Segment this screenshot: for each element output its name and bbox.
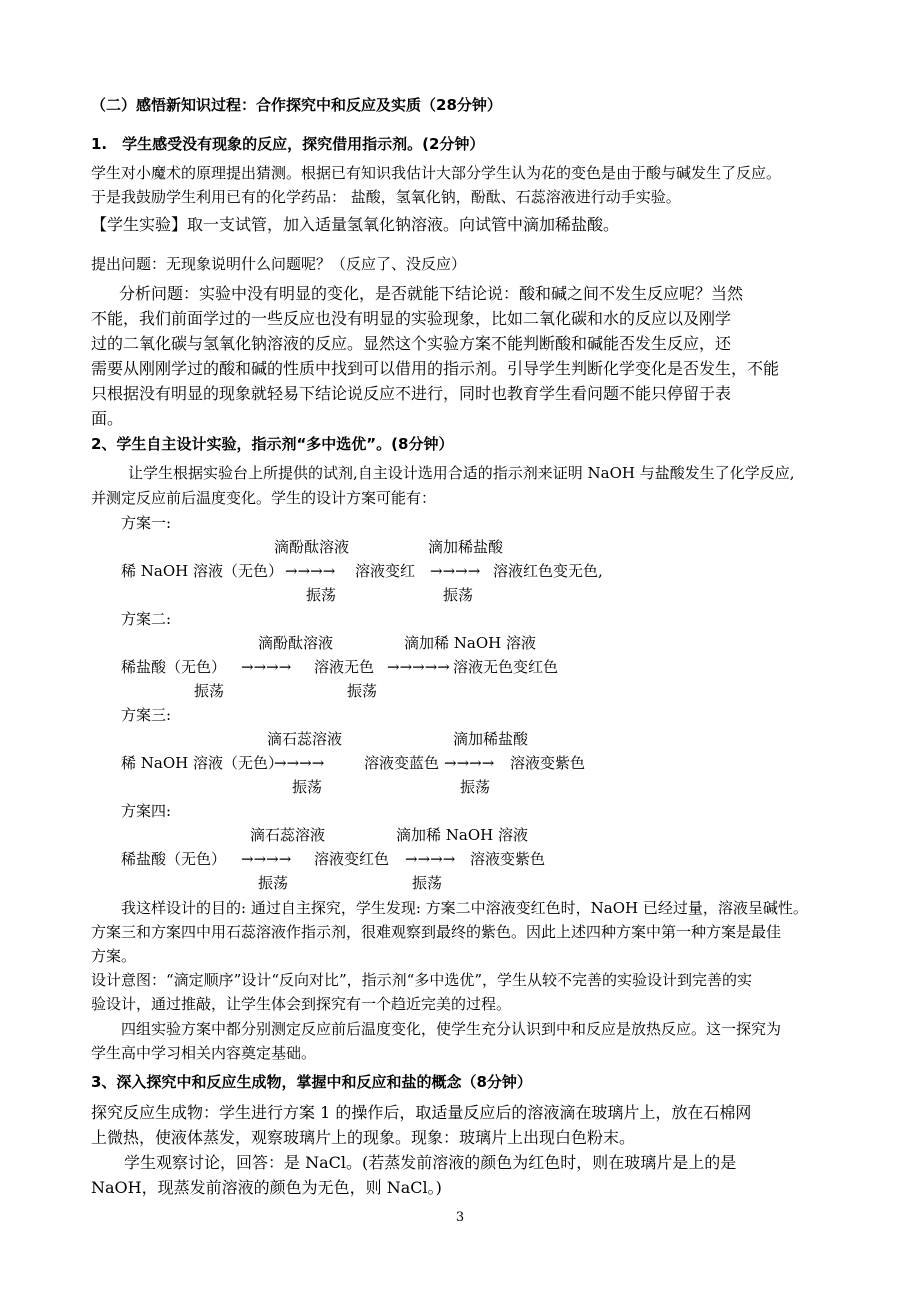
plan3-below1: 振荡 — [292, 778, 323, 796]
plan4-above1: 滴石蕊溶液 — [250, 826, 326, 844]
plan1-mid: 溶液变红 — [355, 562, 416, 580]
plan3-start: 稀 NaOH 溶液（无色） — [121, 754, 283, 772]
plan1-above1: 滴酚酞溶液 — [274, 538, 350, 556]
sec3-title: 3、深入探究中和反应生成物，掌握中和反应和盐的概念（8分钟） — [91, 1073, 532, 1091]
sec1-analysis-2: 不能，我们前面学过的一些反应也没有明显的实验现象，比如二氧化碳和水的反应以及刚学 — [91, 309, 732, 328]
plan4-start: 稀盐酸（无色） — [121, 850, 227, 868]
plan4-below1: 振荡 — [258, 874, 289, 892]
sec2-conclusion-1: 我这样设计的目的: 通过自主探究，学生发现: 方案二中溶液变红色时，NaOH 已经过量，溶液呈碱性。 — [121, 899, 808, 917]
sec1-analysis-1: 分析问题：实验中没有明显的变化，是否就能下结论说：酸和碱之间不发生反应呢？当然 — [119, 284, 744, 303]
section-heading: （二）感悟新知识过程：合作探究中和反应及实质（28分钟） — [91, 96, 502, 114]
plan3-name: 方案三: — [121, 706, 172, 724]
sec3-p2: 上微热，使液体蒸发，观察玻璃片上的现象。现象：玻璃片上出现白色粉末。 — [91, 1128, 636, 1147]
plan2-mid: 溶液无色 — [314, 658, 375, 676]
sec3-p4: NaOH，现蒸发前溶液的颜色为无色，则 NaCl。) — [91, 1178, 442, 1197]
plan2-below1: 振荡 — [194, 682, 225, 700]
sec1-analysis-5: 只根据没有明显的现象就轻易下结论说反应不进行，同时也教育学生看问题不能只停留于表 — [91, 384, 732, 403]
sec2-note-2: 学生高中学习相关内容奠定基础。 — [91, 1044, 317, 1062]
plan3-below2: 振荡 — [460, 778, 491, 796]
plan1-start: 稀 NaOH 溶液（无色） — [121, 562, 283, 580]
sec3-p1: 探究反应生成物：学生进行方案 1 的操作后，取适量反应后的溶液滴在玻璃片上，放在石棉网 — [91, 1103, 752, 1122]
sec2-conclusion-3: 方案。 — [91, 947, 137, 965]
plan3-arrow2: →→→→ — [444, 754, 495, 772]
page-number: 3 — [455, 1210, 465, 1225]
plan2-start: 稀盐酸（无色） — [121, 658, 227, 676]
sec3-p3: 学生观察讨论，回答：是 NaCl。(若蒸发前溶液的颜色为红色时，则在玻璃片是上的是 — [124, 1153, 737, 1172]
plan2-end: 溶液无色变红色 — [453, 658, 559, 676]
plan1-above2: 滴加稀盐酸 — [428, 538, 504, 556]
sec1-analysis-3: 过的二氧化碳与氢氧化钠溶液的反应。显然这个实验方案不能判断酸和碱能否发生反应，还 — [91, 334, 732, 353]
sec2-title: 2、学生自主设计实验，指示剂“多中选优”。(8分钟） — [91, 435, 454, 453]
plan3-mid: 溶液变蓝色 — [364, 754, 440, 772]
plan2-below2: 振荡 — [347, 682, 378, 700]
plan2-name: 方案二: — [121, 610, 172, 628]
plan1-below2: 振荡 — [443, 586, 474, 604]
sec1-analysis-6: 面。 — [91, 409, 124, 428]
plan1-arrow1: →→→→ — [285, 562, 336, 580]
plan1-end: 溶液红色变无色, — [493, 562, 603, 580]
plan3-above2: 滴加稀盐酸 — [453, 730, 529, 748]
sec1-analysis-4: 需要从刚刚学过的酸和碱的性质中找到可以借用的指示剂。引导学生判断化学变化是否发生，不能 — [91, 359, 780, 378]
plan2-arrow1: →→→→ — [241, 658, 292, 676]
plan3-arrow1: →→→→ — [274, 754, 325, 772]
plan4-name: 方案四: — [121, 802, 172, 820]
sec1-p2: 于是我鼓励学生利用已有的化学药品： 盐酸，氢氧化钠，酚酞、石蕊溶液进行动手实验。 — [91, 188, 681, 206]
plan2-above1: 滴酚酞溶液 — [258, 634, 334, 652]
plan4-above2: 滴加稀 NaOH 溶液 — [396, 826, 528, 844]
sec2-note-1: 四组实验方案中都分别测定反应前后温度变化，使学生充分认识到中和反应是放热反应。这一探究为 — [121, 1020, 782, 1038]
sec1-question: 提出问题：无现象说明什么问题呢？（反应了、没反应） — [91, 255, 467, 273]
plan2-above2: 滴加稀 NaOH 溶液 — [404, 634, 536, 652]
plan1-arrow2: →→→→ — [430, 562, 481, 580]
plan4-below2: 振荡 — [412, 874, 443, 892]
sec2-design-2: 验设计，通过推敲，让学生体会到探究有一个趋近完美的过程。 — [91, 995, 512, 1013]
plan3-end: 溶液变紫色 — [510, 754, 586, 772]
plan4-arrow1: →→→→ — [241, 850, 292, 868]
sec1-experiment: 【学生实验】取一支试管，加入适量氢氧化钠溶液。向试管中滴加稀盐酸。 — [91, 215, 620, 234]
plan2-arrow2: →→→→→ — [387, 658, 450, 676]
plan1-name: 方案一: — [121, 514, 172, 532]
plan4-end: 溶液变紫色 — [470, 850, 546, 868]
plan1-below1: 振荡 — [306, 586, 337, 604]
sec2-design-1: 设计意图：“滴定顺序”设计“反向对比”，指示剂“多中选优”，学生从较不完善的实验设计到完善的实 — [91, 971, 753, 989]
plan4-mid: 溶液变红色 — [314, 850, 390, 868]
plan4-arrow2: →→→→ — [405, 850, 456, 868]
sec2-p2: 并测定反应前后温度变化。学生的设计方案可能有： — [91, 489, 437, 507]
sec2-conclusion-2: 方案三和方案四中用石蕊溶液作指示剂，很难观察到最终的紫色。因此上述四种方案中第一种方案是最佳 — [91, 923, 782, 941]
sec2-p1: 让学生根据实验台上所提供的试剂,自主设计选用合适的指示剂来证明 NaOH 与盐酸发生了化学反应, — [128, 464, 795, 482]
sec1-p1: 学生对小魔术的原理提出猜测。根据已有知识我估计大部分学生认为花的变色是由于酸与碱发生了反应。 — [91, 164, 782, 182]
plan3-above1: 滴石蕊溶液 — [267, 730, 343, 748]
sec1-title: 1. 学生感受没有现象的反应，探究借用指示剂。(2分钟） — [91, 135, 485, 153]
